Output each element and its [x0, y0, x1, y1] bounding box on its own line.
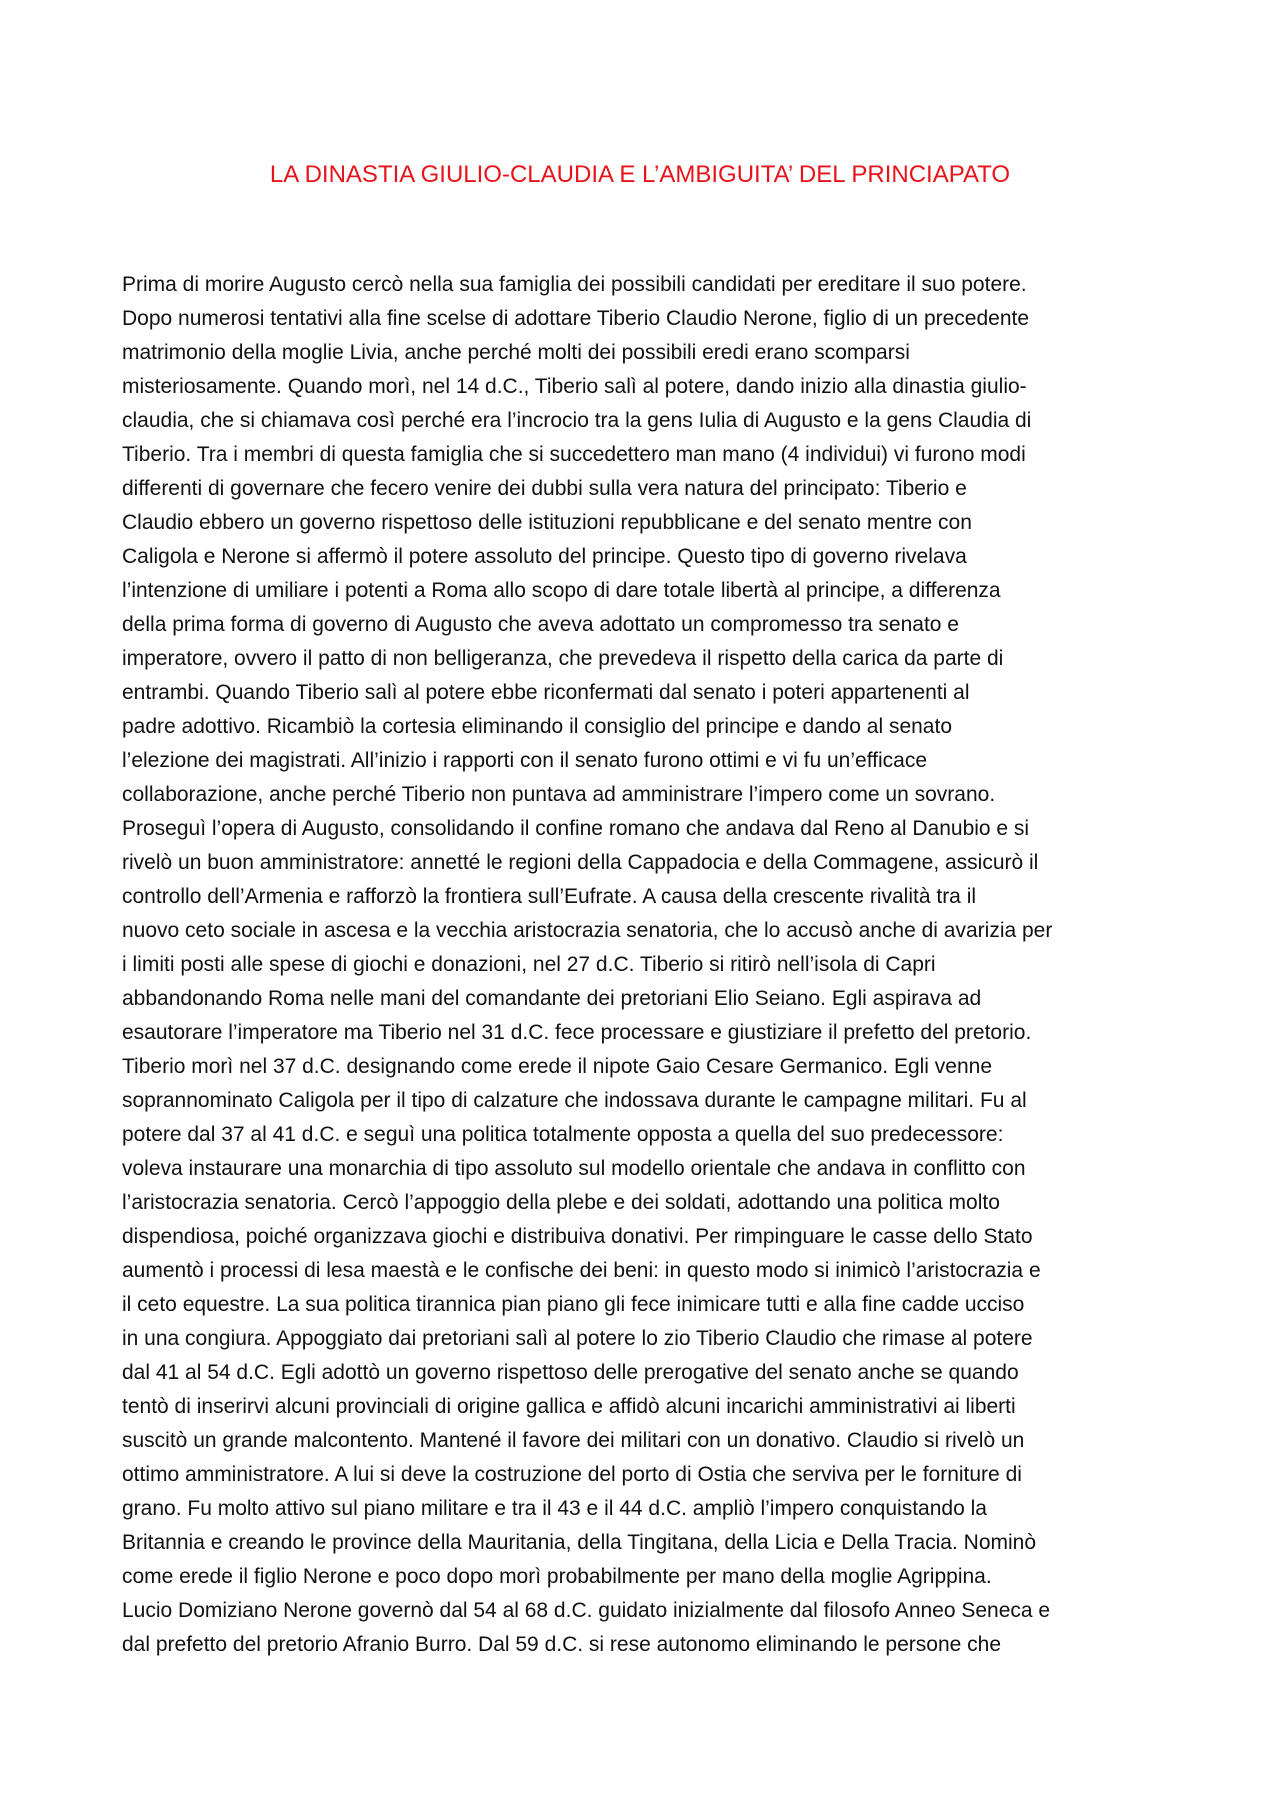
- body-line: dal prefetto del pretorio Afranio Burro. Dal 59 d.C. si rese autonomo eliminando le persone che: [122, 1633, 1002, 1656]
- body-line: matrimonio della moglie Livia, anche perché molti dei possibili eredi erano scomparsi: [122, 341, 910, 364]
- body-line: differenti di governare che fecero venire dei dubbi sulla vera natura del principato: Tiberio e: [122, 477, 967, 500]
- body-line: Tiberio morì nel 37 d.C. designando come erede il nipote Gaio Cesare Germanico. Egli venne: [122, 1055, 993, 1078]
- body-line: i limiti posti alle spese di giochi e donazioni, nel 27 d.C. Tiberio si ritirò nell’isola di Capri: [122, 953, 936, 976]
- body-line: il ceto equestre. La sua politica tirannica pian piano gli fece inimicare tutti e alla fine cadde ucciso: [122, 1293, 1025, 1316]
- body-line: in una congiura. Appoggiato dai pretoriani salì al potere lo zio Tiberio Claudio che rimase al potere: [122, 1327, 1033, 1350]
- body-line: esautorare l’imperatore ma Tiberio nel 31 d.C. fece processare e giustiziare il prefetto del pretorio.: [122, 1021, 1032, 1044]
- document-body: [122, 268, 1172, 1662]
- body-line: aumentò i processi di lesa maestà e le confische dei beni: in questo modo si inimicò l’aristocrazia e: [122, 1259, 1041, 1282]
- body-line: collaborazione, anche perché Tiberio non puntava ad amministrare l’impero come un sovrano.: [122, 783, 996, 806]
- body-line: Dopo numerosi tentativi alla fine scelse di adottare Tiberio Claudio Nerone, figlio di un precedente: [122, 307, 1030, 330]
- body-line: padre adottivo. Ricambiò la cortesia eliminando il consiglio del principe e dando al senato: [122, 715, 952, 738]
- body-line: imperatore, ovvero il patto di non belligeranza, che prevedeva il rispetto della carica da parte di: [122, 647, 1004, 670]
- body-line: l’aristocrazia senatoria. Cercò l’appoggio della plebe e dei soldati, adottando una politica molto: [122, 1191, 1000, 1214]
- body-line: dispendiosa, poiché organizzava giochi e distribuiva donativi. Per rimpinguare le casse dello Stato: [122, 1225, 1033, 1248]
- body-line: Proseguì l’opera di Augusto, consolidando il confine romano che andava dal Reno al Danubio e si: [122, 817, 1030, 840]
- body-line: dal 41 al 54 d.C. Egli adottò un governo rispettoso delle prerogative del senato anche se quando: [122, 1361, 1019, 1384]
- body-line: Britannia e creando le province della Mauritania, della Tingitana, della Licia e Della Tracia. Nominò: [122, 1531, 1037, 1554]
- body-line: Prima di morire Augusto cercò nella sua famiglia dei possibili candidati per ereditare il suo potere.: [122, 273, 1027, 296]
- body-line: ottimo amministratore. A lui si deve la costruzione del porto di Ostia che serviva per le forniture di: [122, 1463, 1022, 1486]
- body-line: Lucio Domiziano Nerone governò dal 54 al 68 d.C. guidato inizialmente dal filosofo Anneo Seneca e: [122, 1599, 1051, 1622]
- body-line: rivelò un buon amministratore: annetté le regioni della Cappadocia e della Commagene, assicurò il: [122, 851, 1039, 874]
- body-line: tentò di inserirvi alcuni provinciali di origine gallica e affidò alcuni incarichi amministrativi ai liberti: [122, 1395, 1016, 1418]
- document-title: LA DINASTIA GIULIO-CLAUDIA E L’AMBIGUITA’ DEL PRINCIAPATO: [269, 161, 1011, 188]
- body-line: soprannominato Caligola per il tipo di calzature che indossava durante le campagne militari. Fu al: [122, 1089, 1027, 1112]
- body-line: nuovo ceto sociale in ascesa e la vecchia aristocrazia senatoria, che lo accusò anche di avarizia per: [122, 919, 1053, 942]
- body-line: della prima forma di governo di Augusto che aveva adottato un compromesso tra senato e: [122, 613, 959, 636]
- body-line: voleva instaurare una monarchia di tipo assoluto sul modello orientale che andava in conflitto con: [122, 1157, 1026, 1180]
- body-line: Claudio ebbero un governo rispettoso delle istituzioni repubblicane e del senato mentre con: [122, 511, 972, 534]
- body-line: abbandonando Roma nelle mani del comandante dei pretoriani Elio Seiano. Egli aspirava ad: [122, 987, 982, 1010]
- body-line: Caligola e Nerone si affermò il potere assoluto del principe. Questo tipo di governo rivelava: [122, 545, 967, 568]
- body-line: potere dal 37 al 41 d.C. e seguì una politica totalmente opposta a quella del suo predecessore:: [122, 1123, 1004, 1146]
- body-line: entrambi. Quando Tiberio salì al potere ebbe riconfermati dal senato i poteri appartenenti al: [122, 681, 970, 704]
- body-line: come erede il figlio Nerone e poco dopo morì probabilmente per mano della moglie Agrippina.: [122, 1565, 992, 1588]
- body-line: suscitò un grande malcontento. Mantené il favore dei militari con un donativo. Claudio si rivelò un: [122, 1429, 1025, 1452]
- body-line: controllo dell’Armenia e rafforzò la frontiera sull’Eufrate. A causa della crescente rivalità tra il: [122, 885, 977, 908]
- body-line: Tiberio. Tra i membri di questa famiglia che si succedettero man mano (4 individui) vi furono modi: [122, 443, 1026, 466]
- body-line: grano. Fu molto attivo sul piano militare e tra il 43 e il 44 d.C. ampliò l’impero conquistando la: [122, 1497, 987, 1520]
- body-line: misteriosamente. Quando morì, nel 14 d.C., Tiberio salì al potere, dando inizio alla dinastia giulio-: [122, 375, 1027, 398]
- body-line: l’elezione dei magistrati. All’inizio i rapporti con il senato furono ottimi e vi fu un’efficace: [122, 749, 928, 772]
- body-line: claudia, che si chiamava così perché era l’incrocio tra la gens Iulia di Augusto e la gens Claudia di: [122, 409, 1032, 432]
- body-line: l’intenzione di umiliare i potenti a Roma allo scopo di dare totale libertà al principe, a differenza: [122, 579, 1001, 602]
